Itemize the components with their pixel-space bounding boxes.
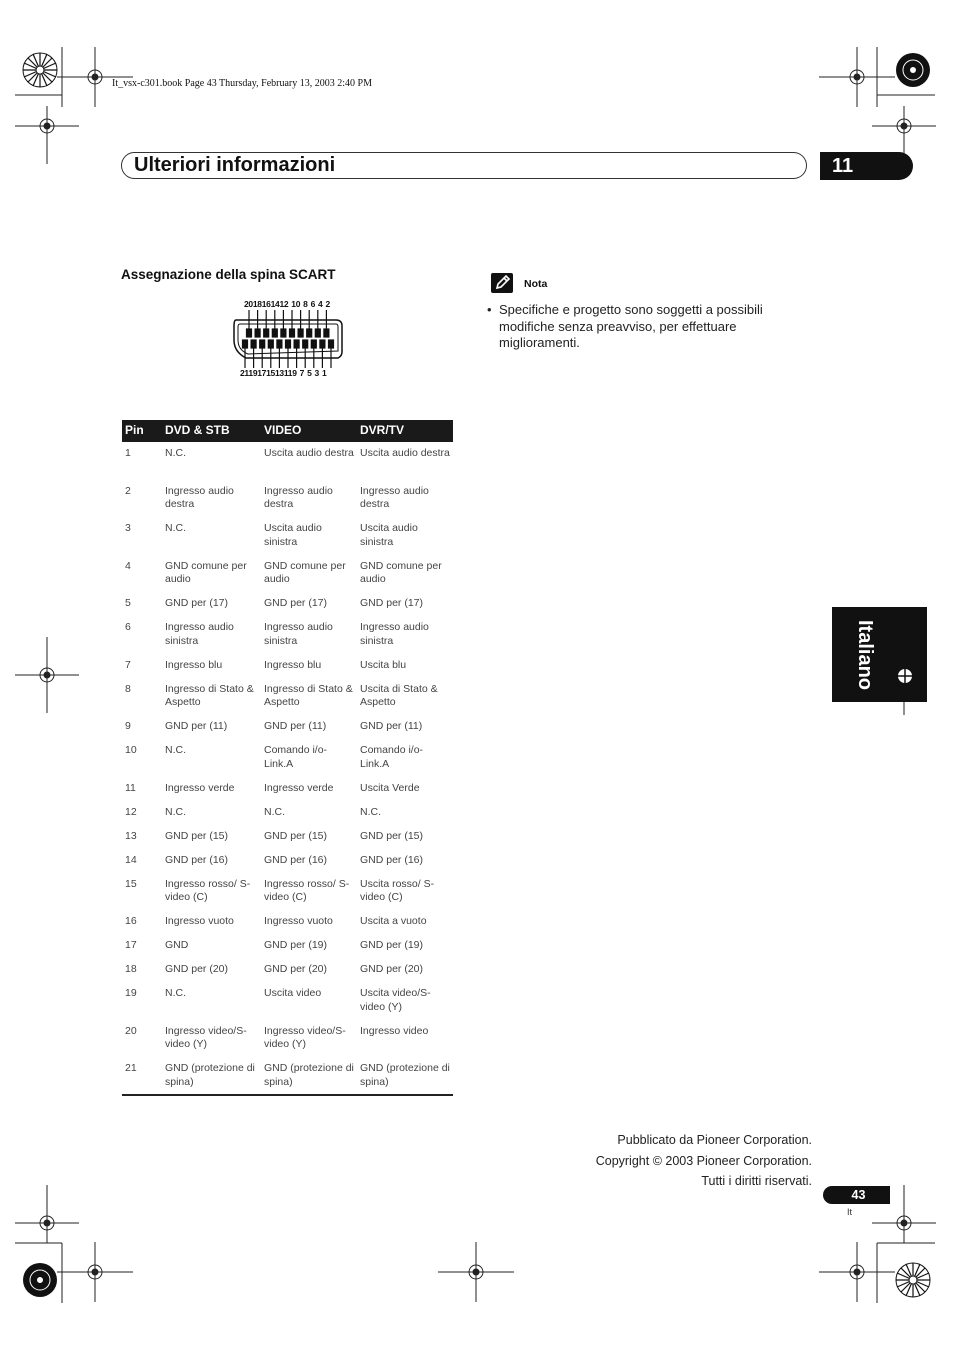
scart-pin-label: 15: [266, 368, 275, 378]
pin-number-cell: 13: [125, 829, 137, 842]
table-row: [122, 958, 453, 982]
dvr-tv-cell: Uscita audio destra: [360, 447, 450, 459]
dvd-stb-cell: GND comune per audio: [165, 559, 247, 585]
scart-top-contact: [255, 329, 260, 337]
table-row: [122, 442, 453, 480]
scart-bottom-pin-labels: [240, 368, 329, 378]
pin-number-cell: 9: [125, 720, 131, 732]
video-cell: GND (protezione di spina): [264, 1062, 354, 1088]
dvr-tv-cell: Ingresso audio destra: [360, 484, 429, 510]
pin-number-cell: 16: [125, 915, 137, 927]
video-cell: Comando i/o-Link.A: [264, 744, 328, 770]
dvr-tv-cell: Ingresso video: [360, 1024, 429, 1037]
dvd-stb-cell: Ingresso vuoto: [165, 915, 234, 927]
note-item: [487, 302, 787, 352]
pin-number-cell: 20: [125, 1024, 137, 1037]
scart-pin-label: 8: [303, 299, 308, 309]
video-cell: Ingresso di Stato & Aspetto: [264, 682, 353, 708]
dvd-stb-cell: GND per (17): [165, 597, 229, 609]
video-cell: Ingresso audio destra: [264, 484, 333, 510]
video-cell: GND comune per audio: [264, 559, 346, 585]
dvr-tv-cell: Uscita di Stato & Aspetto: [360, 682, 438, 708]
table-row: [122, 678, 453, 716]
dvr-tv-cell: Uscita audio sinistra: [360, 522, 418, 548]
pin-number-cell: 14: [125, 853, 137, 866]
video-cell: N.C.: [264, 805, 285, 818]
video-cell: GND per (17): [264, 597, 328, 609]
scart-top-contact: [315, 329, 320, 337]
scart-top-contact: [324, 329, 329, 337]
dvd-stb-cell: N.C.: [165, 805, 186, 818]
video-cell: Ingresso verde: [264, 781, 334, 794]
pin-number-cell: 18: [125, 963, 137, 975]
video-cell: Uscita video: [264, 987, 322, 999]
scart-bottom-contact: [260, 340, 265, 348]
scart-pin-label: 5: [307, 368, 312, 378]
scart-bottom-contact: [251, 340, 256, 348]
dvr-tv-cell: GND per (17): [360, 597, 424, 609]
column-header-pin: Pin: [125, 423, 144, 437]
video-cell: GND per (15): [264, 829, 328, 842]
scart-pin-label: 4: [318, 299, 323, 309]
page-number: 43: [823, 1186, 890, 1204]
dvd-stb-cell: Ingresso di Stato & Aspetto: [165, 682, 254, 708]
dvd-stb-cell: Ingresso video/S-video (Y): [165, 1024, 247, 1050]
scart-bottom-contact: [311, 340, 316, 348]
video-cell: Ingresso rosso/ S-video (C): [264, 877, 350, 903]
dvd-stb-cell: GND (protezione di spina): [165, 1062, 255, 1088]
scart-pin-label: 3: [314, 368, 319, 378]
scart-pin-label: 12: [279, 299, 289, 309]
book-info-line: It_vsx-c301.book Page 43 Thursday, February 13, 2003 2:40 PM: [112, 78, 372, 89]
video-cell: GND per (19): [264, 939, 328, 951]
scart-pin-label: 21: [240, 368, 249, 378]
pin-number-cell: 21: [125, 1062, 137, 1074]
scart-pin-table: [122, 420, 453, 1095]
table-row: [122, 777, 453, 801]
scart-pin-label: 17: [257, 368, 267, 378]
pin-number-cell: 7: [125, 658, 131, 671]
scart-bottom-contact: [286, 340, 291, 348]
table-row: [122, 592, 453, 616]
scart-bottom-contact: [268, 340, 273, 348]
dvd-stb-cell: GND per (15): [165, 829, 229, 842]
table-row: [122, 910, 453, 934]
scart-pin-label: 10: [291, 299, 301, 309]
scart-pin-label: 19: [248, 368, 258, 378]
table-row: [122, 616, 453, 654]
dvd-stb-cell: Ingresso verde: [165, 781, 235, 794]
scart-top-contact: [298, 329, 303, 337]
table-row: [122, 849, 453, 873]
dvd-stb-cell: GND per (16): [165, 853, 229, 866]
scart-bottom-contact: [277, 340, 282, 348]
table-row: [122, 825, 453, 849]
table-bottom-rule: [122, 1094, 453, 1096]
dvd-stb-cell: N.C.: [165, 744, 186, 756]
dvr-tv-cell: Uscita Verde: [360, 781, 420, 794]
chapter-number: 11: [820, 152, 913, 180]
table-row: [122, 517, 453, 555]
table-row: [122, 1057, 453, 1095]
video-cell: GND per (20): [264, 963, 328, 975]
page-language-code: It: [847, 1207, 853, 1217]
dvd-stb-cell: N.C.: [165, 522, 186, 534]
scart-bottom-contact: [320, 340, 325, 348]
pin-number-cell: 1: [125, 447, 131, 459]
dvr-tv-cell: Uscita video/S-video (Y): [360, 987, 431, 1013]
dvd-stb-cell: Ingresso audio destra: [165, 484, 234, 510]
scart-top-contact: [247, 329, 252, 337]
dvr-tv-cell: GND (protezione di spina): [360, 1062, 450, 1088]
table-row: [122, 739, 453, 777]
scart-pin-label: 18: [252, 299, 262, 309]
rights-line: Tutti i diritti riservati.: [701, 1174, 812, 1188]
column-header-dvr-tv: DVR/TV: [360, 423, 405, 437]
note-bullet: •: [487, 302, 492, 317]
dvd-stb-cell: Ingresso audio sinistra: [165, 621, 234, 647]
video-cell: GND per (16): [264, 853, 328, 866]
table-row: [122, 480, 453, 518]
scart-pin-label: 2: [325, 299, 330, 309]
pin-number-cell: 19: [125, 987, 137, 999]
dvd-stb-cell: GND per (11): [165, 720, 228, 732]
dvd-stb-cell: N.C.: [165, 987, 186, 999]
scart-pin-label: 9: [292, 368, 297, 378]
pin-number-cell: 5: [125, 597, 131, 609]
dvr-tv-cell: N.C.: [360, 805, 381, 818]
scart-top-contact: [290, 329, 295, 337]
pin-number-cell: 15: [125, 877, 137, 890]
dvr-tv-cell: GND per (19): [360, 939, 424, 951]
language-tab-label: Italiano: [854, 620, 876, 691]
video-cell: Uscita audio destra: [264, 447, 354, 459]
dvr-tv-cell: GND per (20): [360, 963, 424, 975]
page-title: Ulteriori informazioni: [134, 154, 336, 176]
table-row: [122, 555, 453, 593]
table-row: [122, 654, 453, 678]
table-row: [122, 1020, 453, 1058]
table-row: [122, 873, 453, 911]
dvr-tv-cell: Ingresso audio sinistra: [360, 621, 429, 647]
scart-pin-label: 7: [299, 368, 305, 378]
video-cell: GND per (11): [264, 720, 327, 732]
dvd-stb-cell: GND per (20): [165, 963, 229, 975]
video-cell: Ingresso video/S-video (Y): [264, 1024, 346, 1050]
pin-number-cell: 12: [125, 805, 137, 818]
table-row: [122, 801, 453, 825]
scart-pin-label: 14: [270, 299, 280, 309]
table-row: [122, 982, 453, 1020]
table-row: [122, 715, 453, 739]
scart-pin-label: 16: [261, 299, 271, 309]
dvd-stb-cell: N.C.: [165, 447, 186, 459]
scart-top-contact: [264, 329, 269, 337]
table-body: [122, 442, 453, 1095]
pin-number-cell: 8: [125, 682, 131, 695]
pin-number-cell: 11: [125, 781, 136, 794]
pin-number-cell: 17: [125, 939, 137, 951]
scart-pin-label: 13: [274, 368, 284, 378]
note-label: Nota: [524, 278, 548, 290]
table-row: [122, 934, 453, 958]
section-heading: Assegnazione della spina SCART: [121, 267, 336, 282]
video-cell: Ingresso vuoto: [264, 915, 333, 927]
dvr-tv-cell: Uscita rosso/ S-video (C): [360, 877, 435, 903]
video-cell: Ingresso audio sinistra: [264, 621, 333, 647]
pin-number-cell: 6: [125, 621, 131, 633]
table-header: [122, 420, 453, 442]
copyright-line: Copyright © 2003 Pioneer Corporation.: [595, 1153, 812, 1168]
scart-top-contact: [272, 329, 277, 337]
scart-bottom-contact: [243, 340, 248, 348]
scart-bottom-contact: [294, 340, 299, 348]
dvd-stb-cell: Ingresso blu: [165, 658, 223, 671]
video-cell: Uscita audio sinistra: [264, 522, 322, 548]
publisher-line: Pubblicato da Pioneer Corporation.: [617, 1133, 812, 1147]
column-header-video: VIDEO: [264, 423, 302, 437]
pin-number-cell: 10: [125, 744, 137, 756]
dvd-stb-cell: Ingresso rosso/ S-video (C): [165, 877, 251, 903]
scart-pin-label: 20: [244, 299, 253, 309]
dvr-tv-cell: Comando i/o-Link.A: [360, 744, 424, 770]
dvr-tv-cell: GND per (16): [360, 853, 424, 866]
scart-top-contact: [281, 329, 286, 337]
column-header-dvd-stb: DVD & STB: [165, 423, 230, 437]
dvr-tv-cell: Uscita a vuoto: [360, 915, 427, 927]
scart-bottom-contact: [329, 340, 334, 348]
language-tab-crosshair-icon: [897, 668, 913, 689]
dvr-tv-cell: GND per (11): [360, 720, 423, 732]
note-text: Specifiche e progetto sono soggetti a possibili modifiche senza preavviso, per effettuare miglioramenti.: [499, 302, 763, 350]
dvr-tv-cell: Uscita blu: [360, 658, 407, 671]
dvr-tv-cell: GND comune per audio: [360, 559, 442, 585]
pin-number-cell: 2: [125, 484, 131, 497]
dvd-stb-cell: GND: [165, 939, 189, 951]
scart-pin-label: 11: [283, 368, 293, 378]
scart-pin-label: 6: [310, 299, 316, 309]
note-pencil-icon: [491, 273, 513, 293]
scart-bottom-contact: [303, 340, 308, 348]
dvr-tv-cell: GND per (15): [360, 829, 424, 842]
pin-number-cell: 4: [125, 559, 131, 572]
pin-number-cell: 3: [125, 522, 131, 534]
scart-top-contact: [307, 329, 312, 337]
publisher-info: [596, 1130, 812, 1192]
scart-connector-diagram: [232, 296, 346, 380]
video-cell: Ingresso blu: [264, 658, 322, 671]
scart-pin-label: 1: [321, 368, 327, 378]
